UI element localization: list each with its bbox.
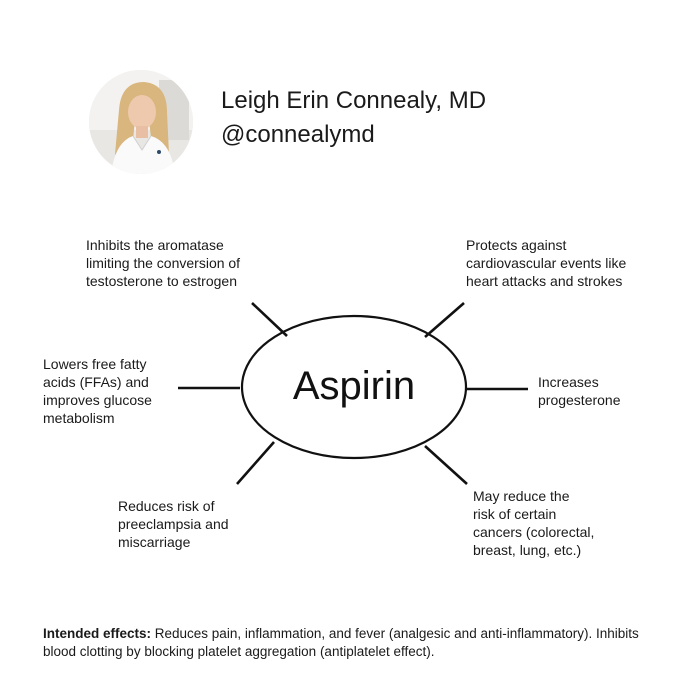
center-label: Aspirin [292, 364, 416, 408]
footnote [43, 625, 668, 661]
connector-cardio [425, 303, 464, 337]
branch-cardiovascular: Protects against cardiovascular events like heart attacks and strokes [466, 237, 627, 289]
branch-progesterone: Increases progesterone [538, 374, 621, 408]
branch-aromatase: Inhibits the aromatase limiting the conversion of testosterone to estrogen [86, 237, 241, 289]
author-name: Leigh Erin Connealy, MD [221, 87, 487, 114]
author-handle: @connealymd [221, 121, 375, 148]
connector-preeclampsia [237, 442, 274, 484]
connector-aromatase [252, 303, 287, 336]
footnote-lead: Intended effects: [43, 626, 152, 641]
branch-preeclampsia: Reduces risk of preeclampsia and miscarriage [118, 498, 229, 550]
branch-free-fatty-acids: Lowers free fatty acids (FFAs) and improves glucose metabolism [43, 356, 152, 426]
footnote-text: Reduces pain, inflammation, and fever (analgesic and anti-inflammatory). Inhibits blood clotting by blocking platelet aggregation (antiplatelet effect). [43, 626, 639, 659]
connector-cancer [425, 446, 467, 484]
branch-cancer: May reduce the risk of certain cancers (colorectal, breast, lung, etc.) [473, 488, 595, 558]
